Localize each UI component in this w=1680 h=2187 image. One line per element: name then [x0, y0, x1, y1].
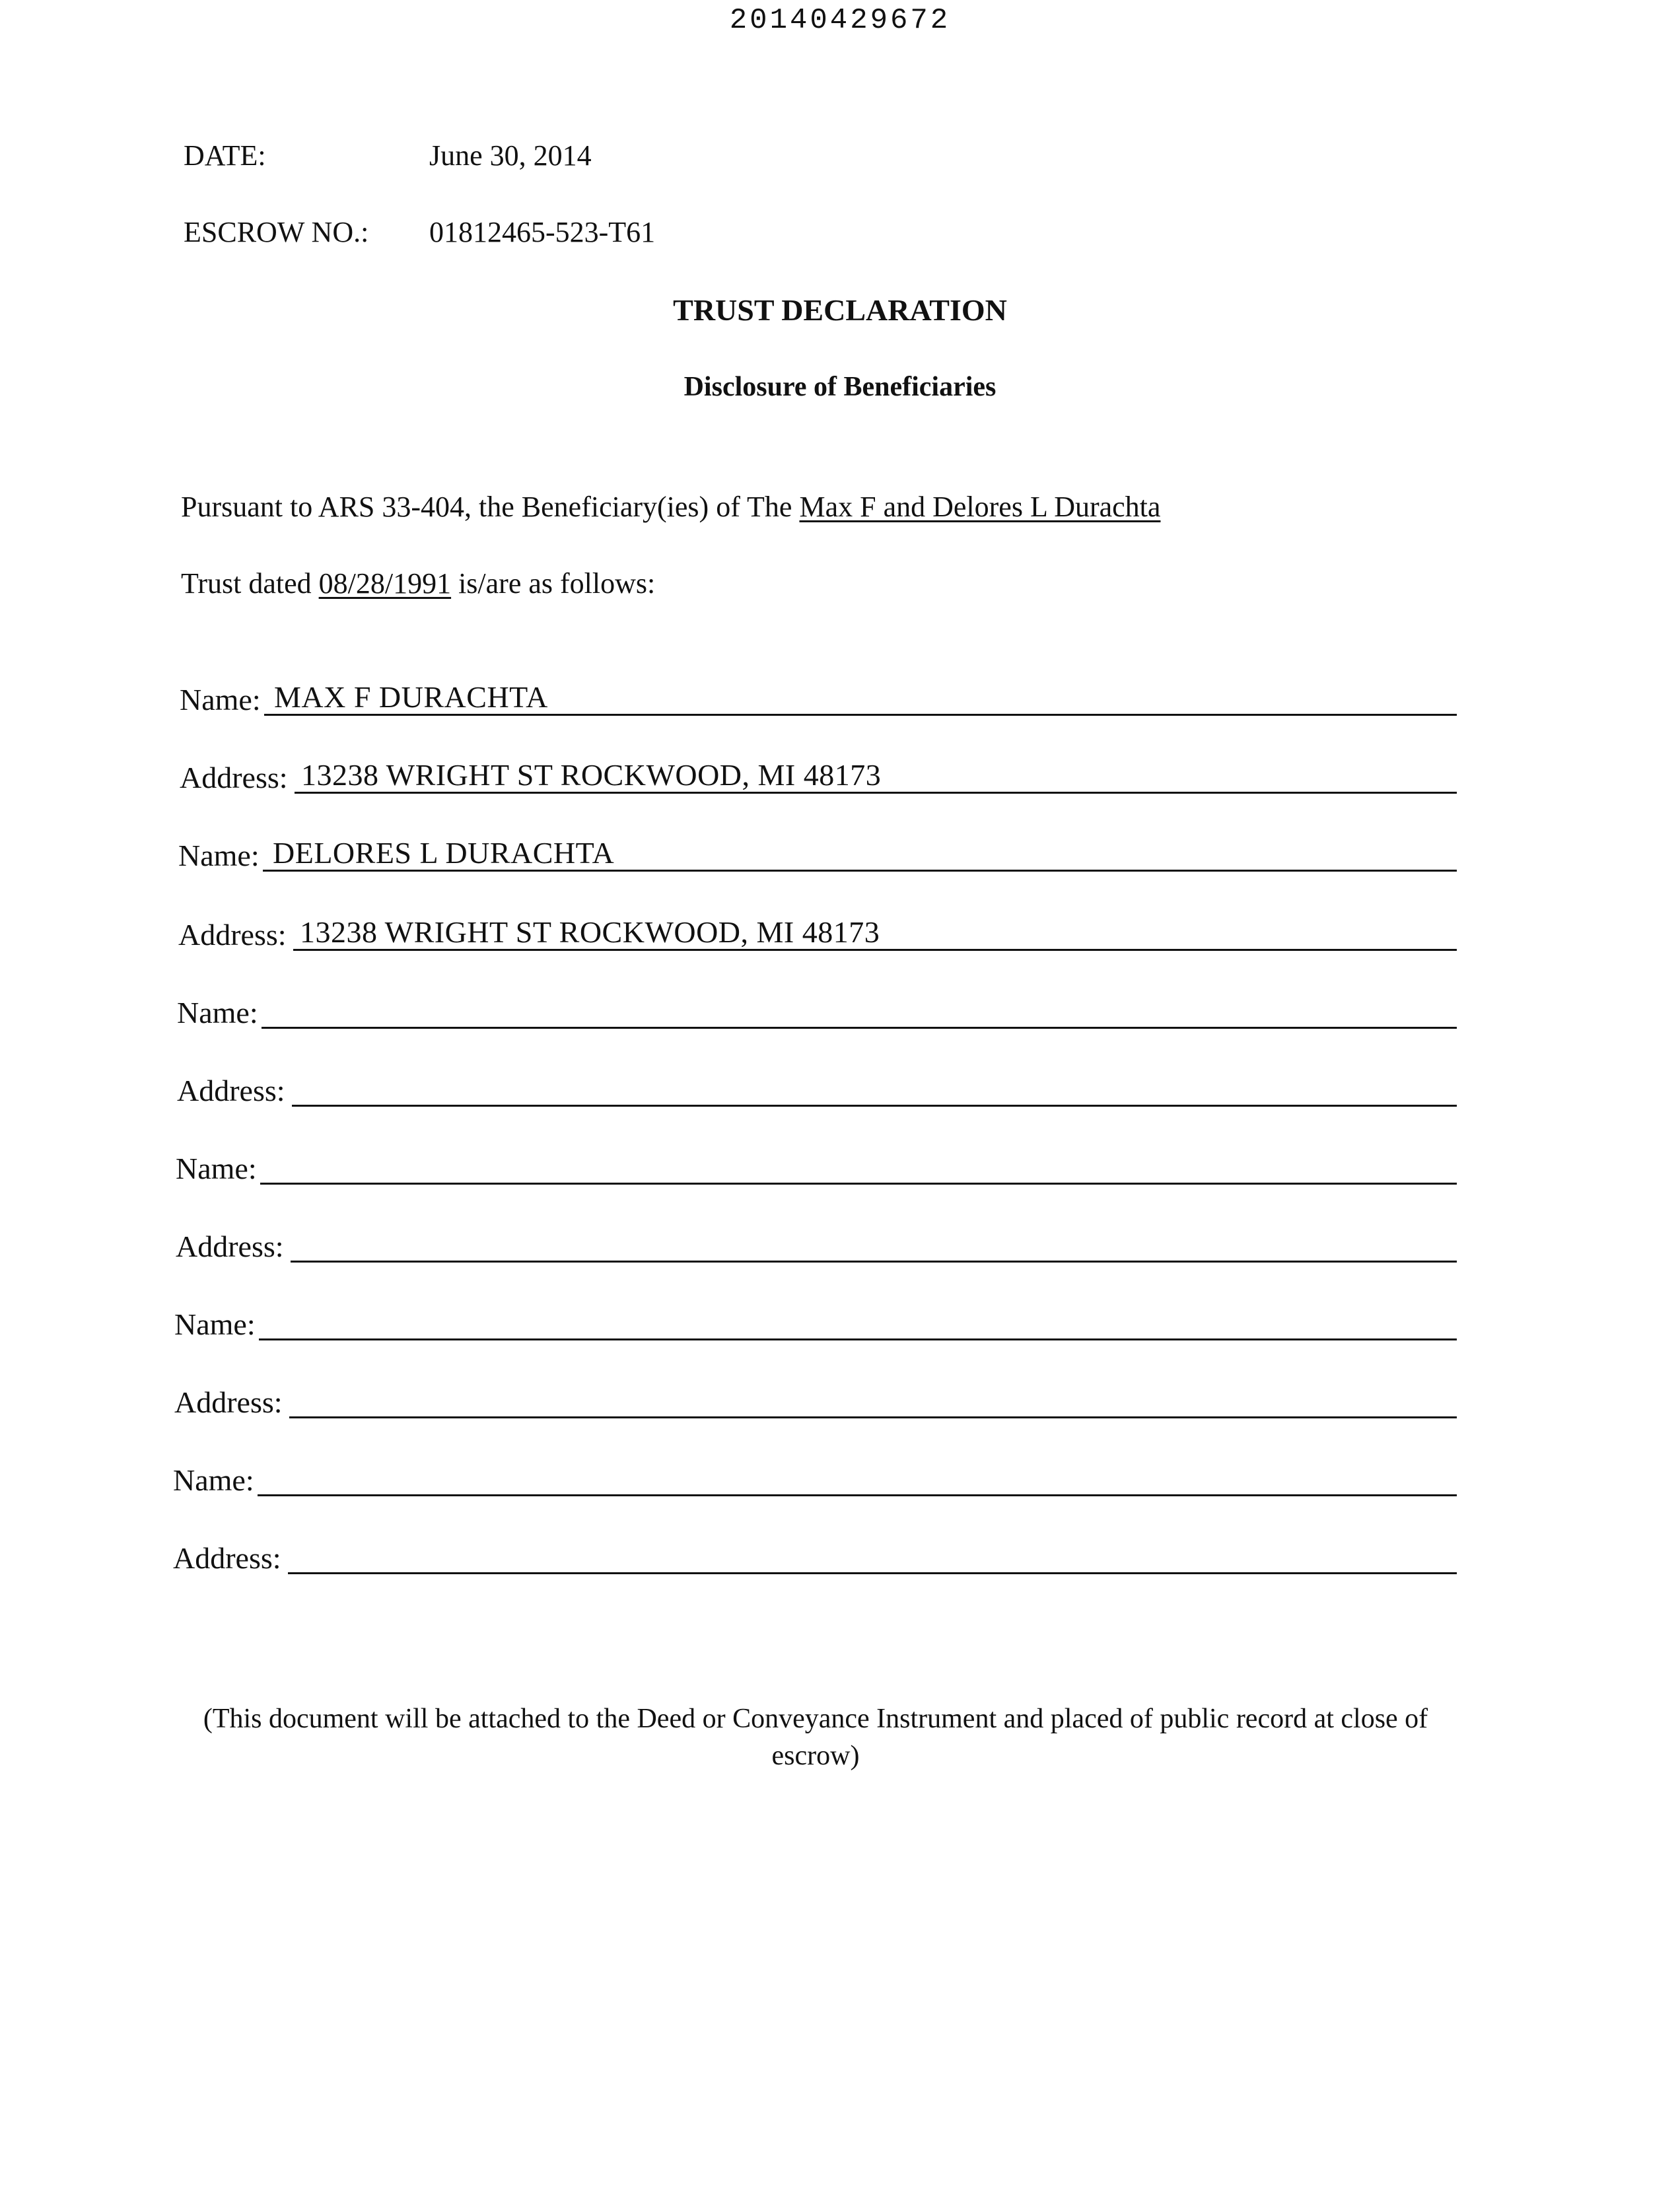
address-label: Address:: [176, 1230, 284, 1263]
name-label: Name:: [180, 683, 261, 716]
intro-prefix: Pursuant to ARS 33-404, the Beneficiary(ies) of The: [181, 491, 792, 523]
footer-note: (This document will be attached to the Deed or Conveyance Instrument and placed of public record at close of escrow): [203, 1704, 1428, 1771]
beneficiary-name-field: [0, 833, 1680, 880]
recording-number: 20140429672: [729, 4, 951, 37]
address-underline: [291, 1261, 1457, 1263]
name-label: Name:: [177, 996, 258, 1029]
name-underline: [260, 1183, 1457, 1185]
address-label: Address:: [173, 1541, 281, 1575]
beneficiary-name-field: [0, 1146, 1680, 1193]
escrow-label: ESCROW NO.:: [184, 216, 369, 248]
beneficiary-address-field: [0, 1224, 1680, 1270]
name-label: Name:: [178, 839, 260, 872]
beneficiary-address-field: [0, 1536, 1680, 1582]
document-title: TRUST DECLARATION: [673, 293, 1007, 327]
trust-date: 08/28/1991: [318, 567, 452, 600]
document-subtitle: Disclosure of Beneficiaries: [683, 372, 997, 402]
name-underline: [258, 1494, 1457, 1496]
date-label: DATE:: [184, 139, 266, 172]
beneficiary-name: DELORES L DURACHTA: [273, 836, 615, 870]
name-underline: [259, 1338, 1457, 1340]
beneficiary-name-field: [0, 677, 1680, 724]
name-label: Name:: [173, 1463, 254, 1497]
beneficiary-name-field: [0, 990, 1680, 1037]
beneficiary-address-field: [0, 913, 1680, 959]
trust-dated-suffix: is/are as follows:: [458, 567, 656, 600]
beneficiary-name-field: [0, 1302, 1680, 1348]
beneficiary-address-field: [0, 1068, 1680, 1115]
beneficiary-address: 13238 WRIGHT ST ROCKWOOD, MI 48173: [300, 915, 880, 949]
date-value: June 30, 2014: [429, 139, 592, 172]
address-label: Address:: [178, 918, 287, 952]
trust-name: Max F and Delores L Durachta: [799, 491, 1161, 523]
beneficiary-name-field: [0, 1458, 1680, 1504]
address-underline: [289, 1416, 1457, 1418]
name-underline: [262, 1027, 1457, 1029]
beneficiary-address-field: [0, 755, 1680, 802]
beneficiary-name: MAX F DURACHTA: [274, 680, 548, 714]
address-underline: [288, 1572, 1457, 1574]
beneficiary-address: 13238 WRIGHT ST ROCKWOOD, MI 48173: [301, 758, 882, 792]
address-label: Address:: [174, 1385, 283, 1419]
intro-line-2: [181, 567, 655, 600]
address-underline: [292, 1105, 1457, 1107]
name-label: Name:: [174, 1307, 256, 1341]
address-label: Address:: [177, 1074, 285, 1107]
intro-line-1: [181, 490, 1160, 524]
address-label: Address:: [180, 761, 288, 794]
name-label: Name:: [176, 1152, 257, 1185]
trust-dated-label: Trust dated: [181, 567, 312, 600]
escrow-value: 01812465-523-T61: [429, 216, 656, 248]
beneficiary-address-field: [0, 1380, 1680, 1426]
